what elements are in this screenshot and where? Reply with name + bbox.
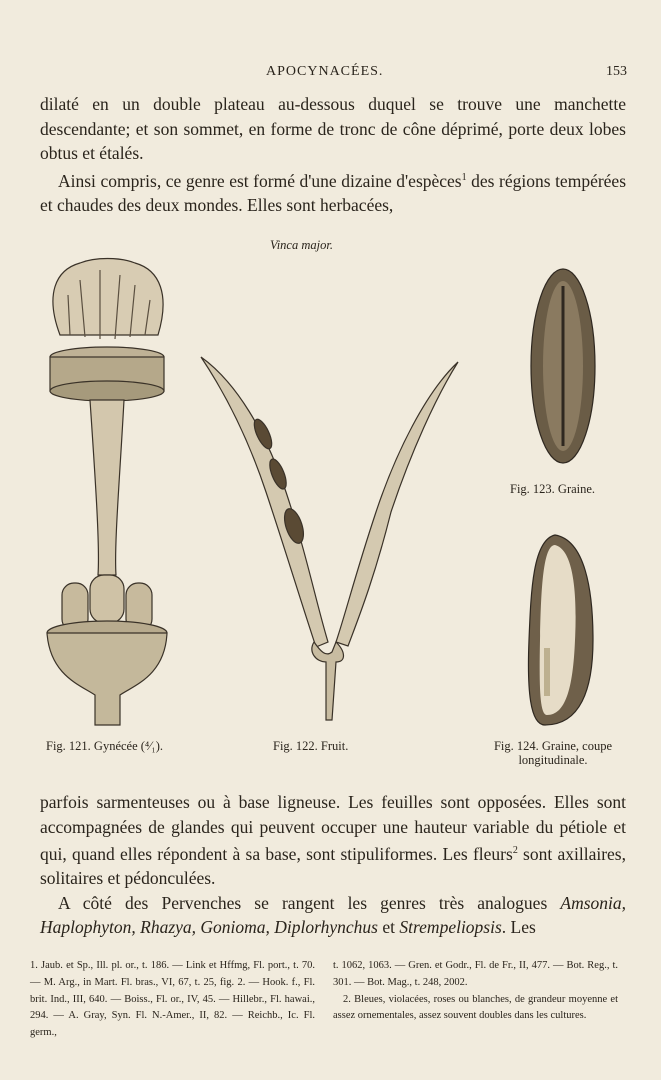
page-number: 153 bbox=[606, 64, 627, 79]
paragraph bbox=[40, 166, 626, 218]
figure-122-fruit bbox=[196, 352, 466, 724]
text-line: A côté des Pervenches se rangent les genres très analogues bbox=[58, 892, 561, 913]
figure-123-seed bbox=[528, 266, 598, 466]
footnote-column-right bbox=[333, 958, 618, 1025]
text-line: et bbox=[378, 917, 400, 938]
footnote-2: 2. Bleues, violacées, roses ou blanches, de grandeur moyenne et assez ornementales, assez souvent doubles dans les cultures. bbox=[333, 993, 618, 1022]
figure-124-seed-section bbox=[525, 530, 595, 730]
body-text-upper bbox=[40, 92, 626, 217]
paragraph bbox=[40, 891, 626, 940]
footnote-ref: 2 bbox=[512, 845, 518, 856]
figure-caption-122: Fig. 122. Fruit. bbox=[273, 739, 349, 753]
figure-title: Vinca major. bbox=[270, 238, 333, 252]
figure-caption-121: Fig. 121. Gynécée (⁴⁄₁). bbox=[46, 739, 164, 753]
genera-list: Amsonia, Haplophyton, Rhazya, Gonioma, Diplorhynchus bbox=[40, 892, 626, 938]
footnote-1: 1. Jaub. et Sp., Ill. pl. or., t. 186. — Link et Hffmg, Fl. port., t. 70. — M. Arg., in Mart. Fl. bras., VI, 67, t. 25, fig. 2. — Hook. f., Fl. brit. Ind., III, 640. — Boiss., Fl. or., IV, 45. — Hillebr., Fl. hawai., 294. — A. Gray, Syn. Fl. N.-Amer., II, 82. — Reichb., Ic. Fl. germ., bbox=[30, 960, 315, 1039]
genus-name: Strempeliopsis bbox=[399, 917, 502, 938]
page-header bbox=[0, 64, 661, 84]
footnote-1-continued: t. 1062, 1063. — Gren. et Godr., Fl. de Fr., II, 477. — Bot. Reg., t. 301. — Bot. Mag., t. 248, 2002. bbox=[333, 960, 618, 988]
figure-121-gynoecium bbox=[40, 255, 175, 733]
figure-caption-123: Fig. 123. Graine. bbox=[510, 482, 596, 496]
text-line: des régions tempérées et chaudes des deux mondes. Elles sont herbacées, bbox=[40, 170, 627, 215]
paragraph bbox=[40, 92, 626, 166]
paragraph bbox=[40, 790, 626, 891]
running-head: APOCYNACÉES. bbox=[266, 64, 384, 79]
text-line: . Les bbox=[501, 917, 536, 938]
text-line: parfois sarmenteuses ou à base ligneuse. Les feuilles sont opposées. Elles sont accompagnées de glandes qui peuvent occuper une hauteur variable du pétiole et qui, quand elles répondent à sa base, sont stipuliformes. Les fleurs bbox=[40, 792, 626, 864]
figure-caption-124: Fig. 124. Graine, coupe longitudinale. bbox=[493, 739, 613, 767]
text-line: Ainsi compris, ce genre est formé d'une dizaine d'espèces bbox=[58, 170, 462, 191]
text-line: dilaté en un double plateau au-dessous duquel se trouve une manchette descendante; et son sommet, en forme de tronc de cône déprimé, porte deux lobes obtus et étalés. bbox=[40, 94, 626, 163]
body-text-lower bbox=[40, 790, 626, 940]
footnote-ref: 1 bbox=[461, 171, 467, 183]
text-line: sont axillaires, solitaires et pédonculées. bbox=[40, 843, 626, 889]
footnote-column-left bbox=[30, 958, 315, 1042]
